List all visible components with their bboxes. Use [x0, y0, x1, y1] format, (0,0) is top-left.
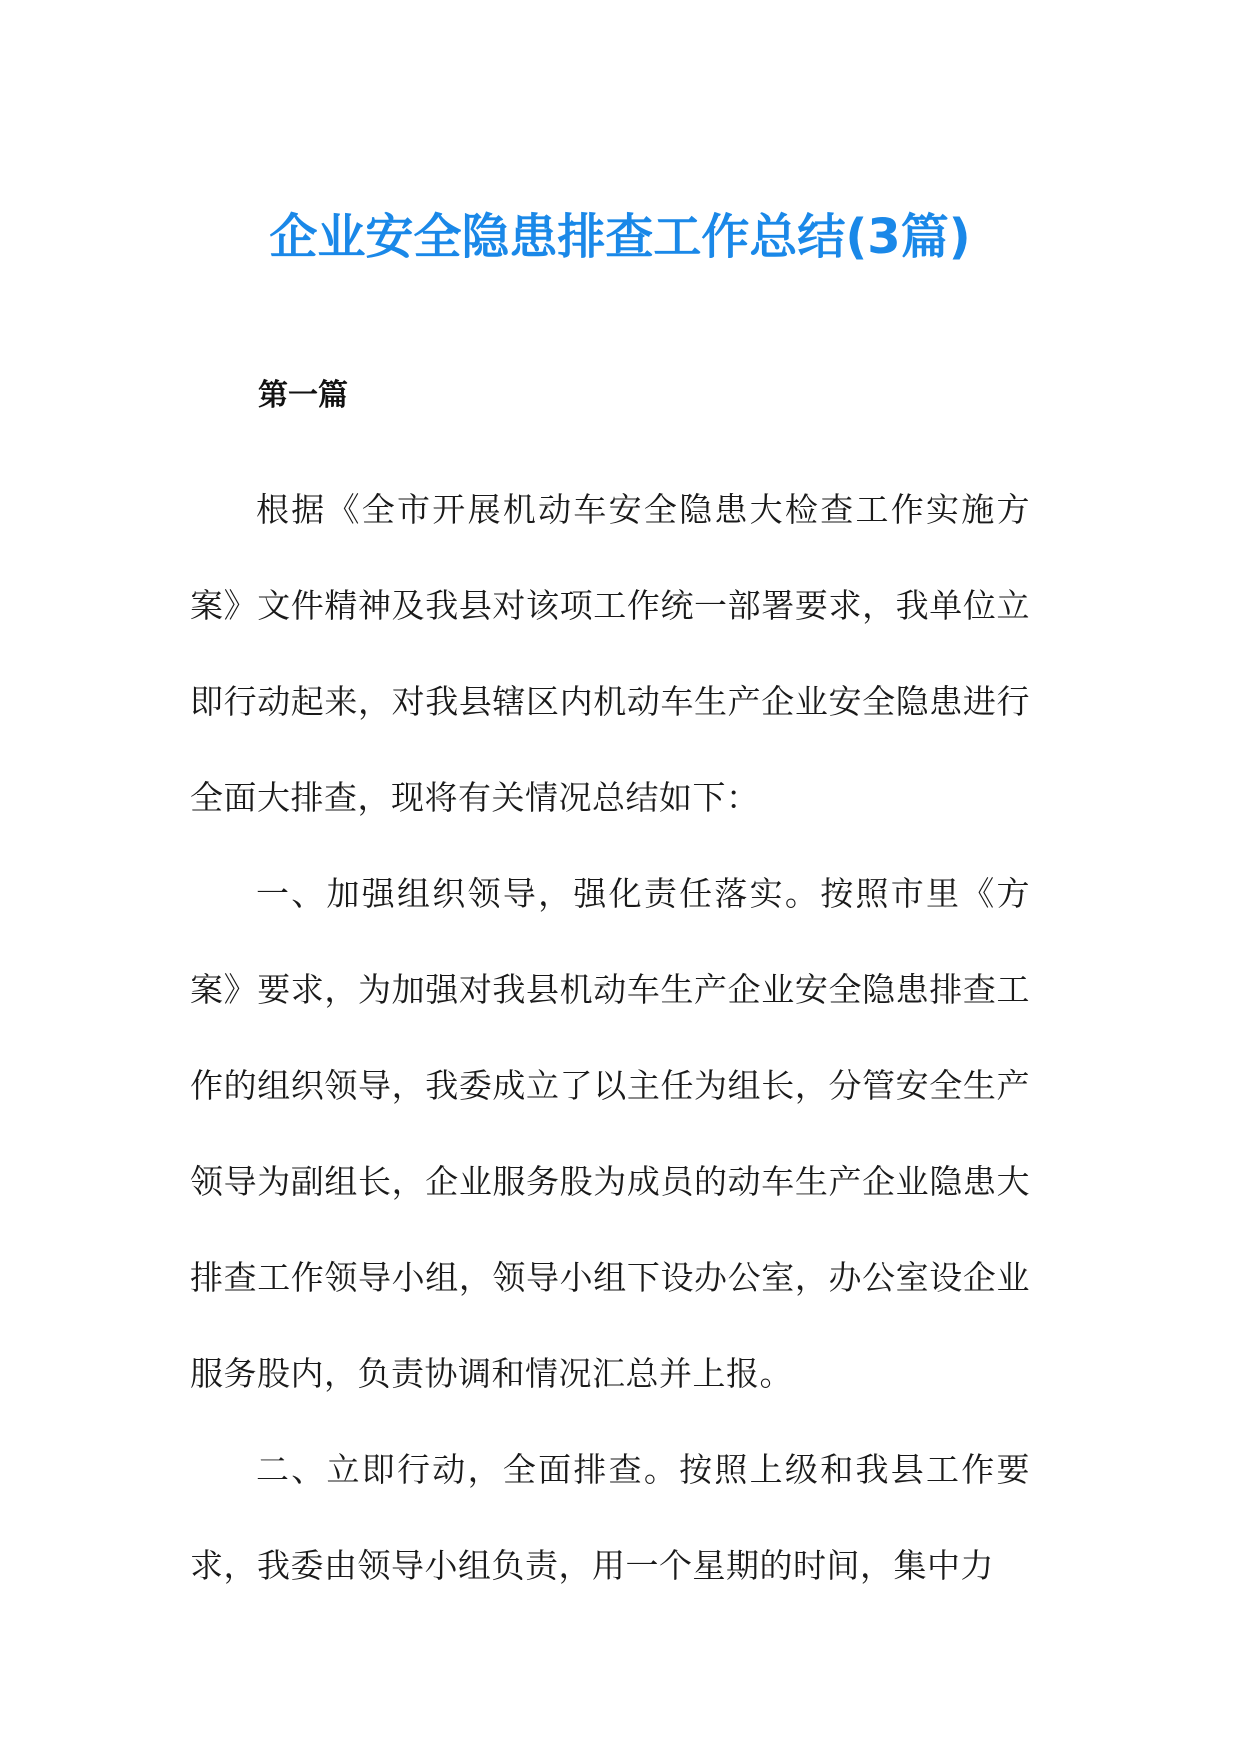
document-title: 企业安全隐患排查工作总结(3篇)	[269, 209, 971, 265]
document-body	[190, 462, 1030, 1614]
paragraph: 二、立即行动，全面排查。按照上级和我县工作要求，我委由领导小组负责，用一个星期的时间，集中力	[190, 1450, 1030, 1585]
paragraph: 一、加强组织领导，强化责任落实。按照市里《方案》要求，为加强对我县机动车生产企业安全隐患排查工作的组织领导，我委成立了以主任为组长，分管安全生产领导为副组长，企业服务股为成员的动车生产企业隐患大排查工作领导小组，领导小组下设办公室，办公室设企业服务股内，负责协调和情况汇总并上报。	[190, 874, 1030, 1393]
paragraph: 根据《全市开展机动车安全隐患大检查工作实施方案》文件精神及我县对该项工作统一部署要求，我单位立即行动起来，对我县辖区内机动车生产企业安全隐患进行全面大排查，现将有关情况总结如下：	[190, 490, 1030, 817]
section-heading: 第一篇	[258, 378, 348, 413]
